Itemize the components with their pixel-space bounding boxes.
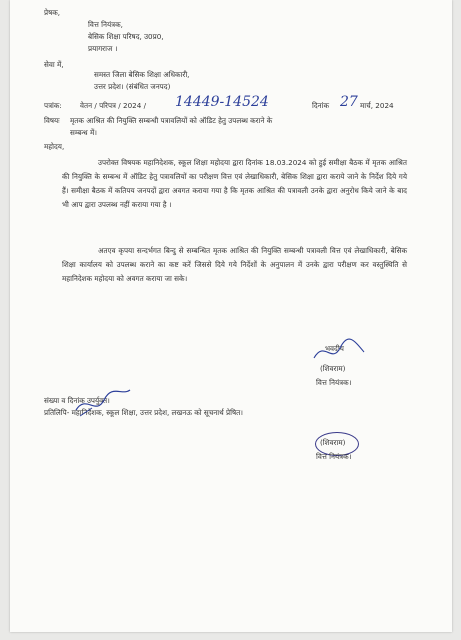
ref-label: पत्रांक: <box>44 101 62 110</box>
signatory-title: वित्त नियंत्रक। <box>316 378 352 387</box>
initial-mark <box>70 386 150 422</box>
ref-handwritten: 14449-14524 <box>175 94 269 110</box>
sender-line-1: वित्त नियंत्रक, <box>88 20 123 29</box>
sender-line-2: बेसिक शिक्षा परिषद, उ0प्र0, <box>88 32 164 41</box>
signature-top <box>310 330 370 370</box>
signatory2-title: वित्त नियंत्रक। <box>316 452 352 461</box>
date-rest: मार्च, 2024 <box>360 101 394 110</box>
copy-line-1: संख्या व दिनांक उपर्युक्त। <box>44 396 110 405</box>
recipient-line-1: समस्त जिला बेसिक शिक्षा अधिकारी, <box>94 70 190 79</box>
letter-page <box>10 0 452 632</box>
copy-line-2: प्रतिलिपि- महानिदेशक, स्कूल शिक्षा, उत्तर प्रदेश, लखनऊ को सूचनार्थ प्रेषित। <box>44 408 243 417</box>
subject-line-1: मृतक आश्रित की नियुक्ति सम्बन्धी पत्रावलियों को ऑडिट हेतु उपलब्ध कराने के <box>70 116 273 125</box>
from-label: प्रेषक, <box>44 8 61 17</box>
ref-number: वेतन / परिपत्र / 2024 / <box>80 101 146 110</box>
recipient-line-2: उत्तर प्रदेश। (संबंधित जनपद) <box>94 82 171 91</box>
subject-label: विषयः <box>44 116 60 125</box>
salutation: महोदय, <box>44 142 65 151</box>
date-handwritten: 27 <box>340 94 358 110</box>
paragraph-2: अतएव कृपया सन्दर्भगत बिन्दु से सम्बन्धित मृतक आश्रित की नियुक्ति सम्बन्धी पत्रावली वित्त एवं लेखाधिकारी, बेसिक शिक्षा कार्यालय को उपलब्ध कराने का कष्ट करें जिससे दिये गये निर्देशों के अनुपालन में उनके द्वारा परीक्षण कर वस्तुस्थिति से महानिदेशक महोदया को अवगत कराया जा सके। <box>62 246 407 283</box>
subject-line-2: सम्बन्ध में। <box>70 128 98 137</box>
to-label: सेवा में, <box>44 60 64 69</box>
date-label: दिनांक <box>312 101 330 110</box>
signatory-name: (शिवराम) <box>320 364 346 373</box>
closing: भवदीय <box>325 344 344 353</box>
paragraph-1: उपरोक्त विषयक महानिदेशक, स्कूल शिक्षा महोदया द्वारा दिनांक 18.03.2024 को हुई समीक्षा बैठक में मृतक आश्रित की नियुक्ति के सम्बन्ध में ऑडिट हेतु पत्रावलियों का परीक्षण वित्त एवं लेखाधिकारी, बेसिक शिक्षा द्वारा कराये जाने के निर्देश दिये गये हैं। समीक्षा बैठक में कतिपय जनपदों द्वारा अवगत कराया गया है कि मृतक आश्रित की पत्रावली उनके द्वारा अनुरोध किये जाने के बाद भी आप द्वारा उपलब्ध नहीं कराया गया है । <box>62 158 407 209</box>
signatory2-name: (शिवराम) <box>320 438 346 447</box>
sender-line-3: प्रयागराज । <box>88 44 118 53</box>
